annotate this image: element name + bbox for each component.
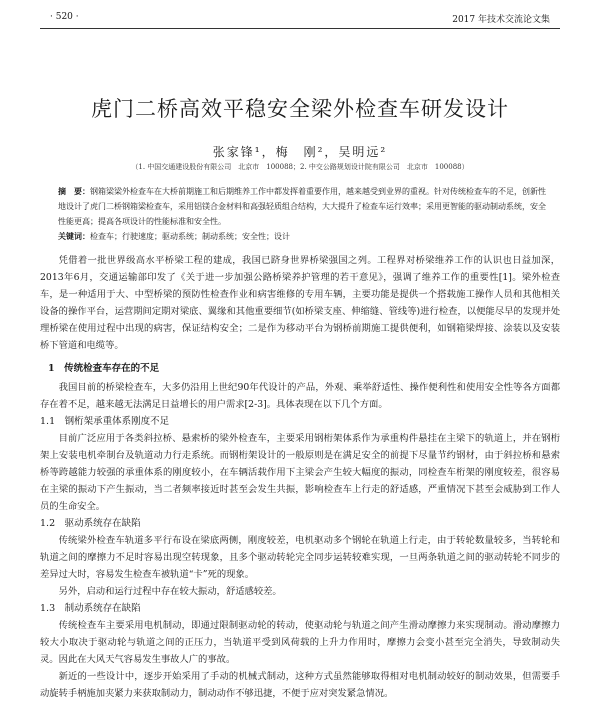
keywords-text: 检查车；行驶速度；驱动系统；制动系统；安全性；设计: [90, 232, 290, 241]
intro-paragraph: 凭借着一批世界级高水平桥梁工程的建成，我国已跻身世界桥梁强国之列。工程界对桥梁维养工作的认识也日益加深，2013年6月，交通运输部印发了《关于进一步加强公路桥梁养护管理的若干意见》，强调了维养工作的重要性[1]。梁外检查车，是一种适用于大、中型桥梁的预防性检查作业和病害维修的专用车辆，主要功能是提供一个搭载施工操作人员和其他相关设备的操作平台，运营期间定期对梁底、翼缘和其他重要细节(如桥梁支座、伸缩缝、管线等)进行检查，以便能尽早的发现并处理桥梁在使用过程中出现的病害，保证结构安全；二是作为移动平台为钢桥前期施工提供便利，如钢箱梁焊接、涂装以及安装桥下管道和电缆等。: [40, 255, 560, 351]
paragraph: 传统检查车主要采用电机制动，即通过限制驱动轮的转动，使驱动轮与轨道之间产生滑动摩擦力来实现制动。滑动摩擦力较大小取决于驱动轮与轨道之间的正压力，当轨道平受到风荷载的上升力作用时，摩擦力会变小甚至完全消失，导致制动失灵。因此在大风天气容易发生事故人广的事故。: [40, 620, 560, 665]
paragraph: 另外，启动和运行过程中存在较大振动，舒适感较差。: [58, 586, 282, 597]
paper-title: 虎门二桥高效平稳安全梁外检查车研发设计: [91, 97, 509, 121]
body-text: [40, 252, 560, 702]
subsection-heading: 1.3 制动系统存在缺陷: [40, 603, 141, 614]
authors: 张家锋¹，梅 刚²，吴明远²: [212, 145, 388, 159]
page-number: · 520 ·: [50, 12, 79, 22]
running-header: [40, 8, 560, 29]
subsection-heading: 1.2 驱动系统存在缺陷: [40, 518, 141, 529]
paragraph: 新近的一些设计中，逐步开始采用了手动的机械式制动，这种方式虽然能够取得相对电机制动较好的制动效果，但需要手动旋转手柄施加夹紧力来获取制动力，制动动作不够迅捷，不便于应对突发紧急情况。: [40, 671, 560, 699]
journal-name: 2017 年技术交流论文集: [452, 15, 550, 25]
section-heading: 1 传统检查车存在的不足: [48, 363, 160, 374]
keywords: [58, 231, 546, 242]
paragraph: 我国目前的桥梁检查车，大多仍沿用上世纪90年代设计的产品，外观、乘举舒适性、操作便利性和使用安全性等各方面都存在着不足，越来越无法满足日益增长的用户需求[2-3]。具体表现在以下几个方面。: [40, 382, 560, 410]
keywords-label: 关键词：: [58, 231, 90, 241]
abstract-text: 钢箱梁梁外检查车在大桥前期施工和后期维养工作中都发挥着重要作用，越来越受到业界的重视。针对传统检查车的不足，创新性地设计了虎门二桥钢箱梁检查车，采用铝镁合金材料和高强轻质组合结构，大大提升了检查车运行效率；采用更智能的驱动制动系统，安全性能更高；提高各项设计的性能标准和安全性。: [58, 187, 546, 226]
paragraph: 传统梁外检查车轨道多平行布设在梁底两侧，刚度较差，电机驱动多个钢轮在轨道上行走，由于转轮数量较多，当转轮和轨道之间的摩擦力不足时容易出现空转现象，且多个驱动转轮完全同步运转较难实现，一旦两条轨道之间的驱动转轮不同步的差异过大时，容易发生检查车被轨道“卡”死的现象。: [40, 535, 560, 580]
abstract-label: 摘 要：: [58, 186, 90, 196]
paragraph: 目前广泛应用于各类斜拉桥、悬索桥的梁外检查车，主要采用钢桁架体系作为承重构件悬挂在主梁下的轨道上，并在钢桁架上安装电机牵制台及轨道动力行走系统。而钢桁架设计的一般原则是在满足安全的前提下尽量节约钢材，由于斜拉桥和悬索桥等跨越能力较强的承重体系的刚度较小，在车辆活载作用下主梁会产生较大幅度的振动，同检查车桁架的刚度较差，很容易在主梁的振动下产生振动，当二者频率接近时甚至会发生共振，影响检查车上行走的舒适感，严重情况下甚至会威胁到工作人员的生命安全。: [40, 433, 560, 512]
abstract: [58, 184, 546, 229]
affiliation: （1. 中国交通建设股份有限公司 北京市 100088；2. 中交公路规划设计院有限公司 北京市 100088）: [131, 163, 469, 171]
subsection-heading: 1.1 钢桁架承重体系刚度不足: [40, 416, 170, 427]
